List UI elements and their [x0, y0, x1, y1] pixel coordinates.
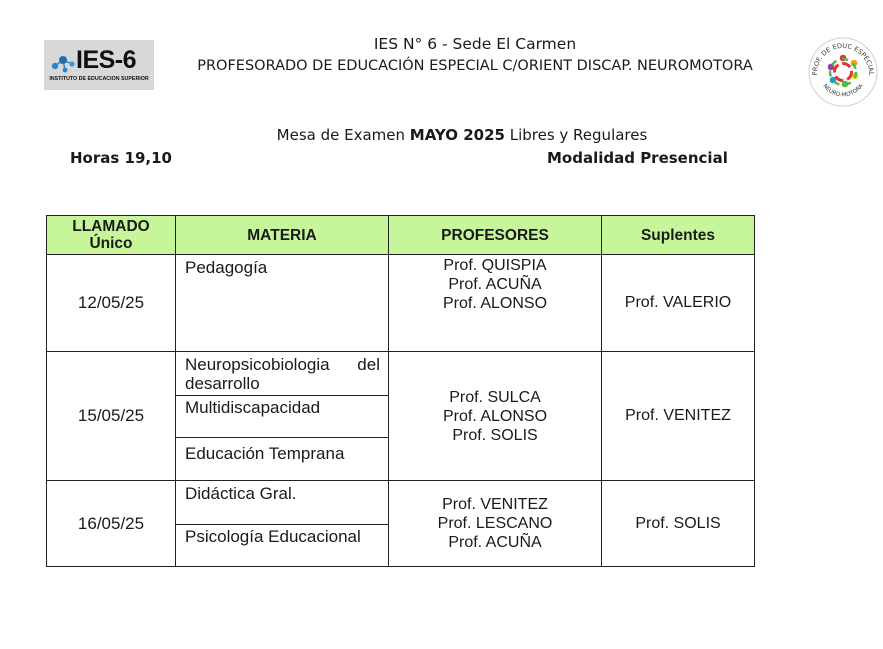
professor: Prof. ACUÑA	[448, 276, 542, 293]
subject: Neuropsicobiologia del desarrollo	[176, 353, 388, 396]
professor: Prof. SOLIS	[452, 426, 538, 444]
logo-subtitle: INSTITUTO DE EDUCACION SUPERIOR	[49, 76, 149, 82]
exam-schedule-table	[46, 215, 755, 567]
header-llamado	[47, 216, 176, 255]
subject: Educación Temprana	[185, 443, 345, 463]
professor: Prof. LESCANO	[437, 515, 553, 532]
professor: Prof. VENITEZ	[442, 496, 548, 513]
table-row	[47, 255, 755, 352]
exam-hours: Horas 19,10	[70, 149, 172, 167]
subjects-cell	[176, 352, 389, 481]
header-llamado-line2: Único	[89, 235, 133, 252]
exam-month: MAYO 2025	[409, 126, 505, 144]
professor: Prof. QUISPIA	[443, 257, 547, 274]
exam-modality: Modalidad Presencial	[547, 149, 728, 167]
professors-cell	[389, 255, 602, 352]
institution-title: IES N° 6 - Sede El Carmen	[373, 35, 577, 53]
exam-title	[0, 126, 883, 144]
professor: Prof. ALONSO	[442, 295, 548, 312]
exam-date: 15/05/25	[47, 352, 176, 481]
substitute: Prof. VENITEZ	[602, 352, 755, 481]
professor: Prof. ACUÑA	[448, 534, 542, 551]
header-profesores: PROFESORES	[389, 216, 602, 255]
professor: Prof. SULCA	[449, 388, 541, 406]
subjects-cell	[176, 481, 389, 567]
table-header-row	[47, 216, 755, 255]
subject: Pedagogía	[185, 258, 268, 277]
subject: Multidiscapacidad	[176, 396, 388, 438]
exam-date: 16/05/25	[47, 481, 176, 567]
logo-ring-bottom: NEURO-MOTORA	[821, 83, 865, 99]
exam-date: 12/05/25	[47, 255, 176, 352]
header-suplentes: Suplentes	[602, 216, 755, 255]
header-llamado-line1: LLAMADO	[72, 218, 150, 235]
exam-title-suffix: Libres y Regulares	[504, 126, 648, 144]
table-row	[47, 481, 755, 567]
subjects-cell	[176, 255, 389, 352]
substitute: Prof. VALERIO	[602, 255, 755, 352]
logo-ring-top: PROF. DE EDUC ESPECIAL	[810, 41, 876, 76]
professors-cell	[389, 481, 602, 567]
header-materia: MATERIA	[176, 216, 389, 255]
professors-cell	[389, 352, 602, 481]
subject: Psicología Educacional	[185, 526, 361, 546]
substitute: Prof. SOLIS	[602, 481, 755, 567]
program-title: PROFESORADO DE EDUCACIÓN ESPECIAL C/ORIENT DISCAP. NEUROMOTORA	[197, 58, 753, 74]
exam-title-prefix: Mesa de Examen	[276, 126, 410, 144]
professor: Prof. ALONSO	[442, 407, 548, 425]
table-row	[47, 352, 755, 481]
logo-brand: IES-6	[76, 46, 137, 74]
subject: Didáctica Gral.	[176, 482, 388, 525]
